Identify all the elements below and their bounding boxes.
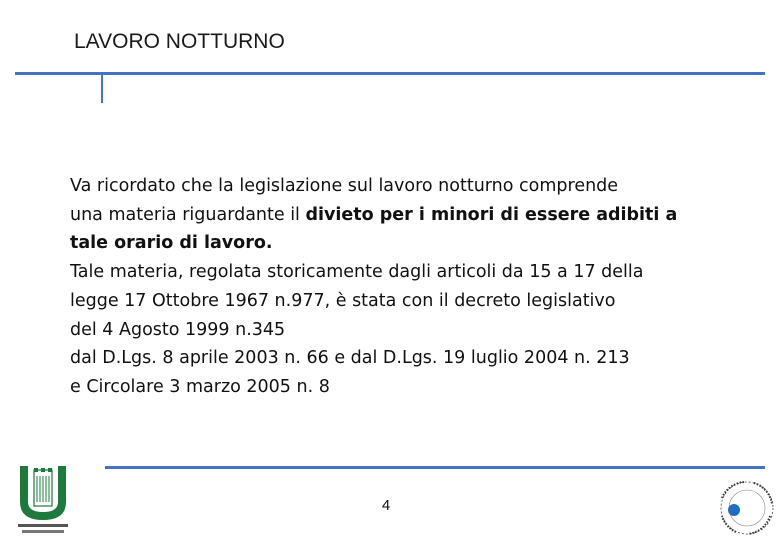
title-divider-tick (101, 75, 103, 103)
body-line-3-emphasis: tale orario di lavoro. (70, 233, 273, 254)
body-line-2-emphasis: divieto per i minori di essere adibiti a (305, 204, 678, 225)
footer-divider (105, 466, 765, 469)
body-line-8: e Circolare 3 marzo 2005 n. 8 (70, 376, 330, 397)
body-line-5: legge 17 Ottobre 1967 n.977, è stata con il decreto legislativo (70, 290, 616, 311)
title-divider (15, 72, 765, 75)
body-line-4: Tale materia, regolata storicamente dagli articoli da 15 a 17 della (70, 262, 644, 283)
page-number: 4 (381, 497, 391, 514)
body-line-2 (70, 201, 730, 230)
slide-title: LAVORO NOTTURNO (74, 30, 285, 53)
body-line-1: Va ricordato che la legislazione sul lavoro notturno comprende (70, 176, 619, 196)
body-line-6: del 4 Agosto 1999 n.345 (70, 319, 286, 340)
institute-seal-icon (714, 476, 778, 538)
body-paragraph (70, 172, 730, 402)
university-logo-icon (16, 462, 70, 538)
body-line-2-text: una materia riguardante il (70, 204, 306, 225)
body-line-7: dal D.Lgs. 8 aprile 2003 n. 66 e dal D.Lgs. 19 luglio 2004 n. 213 (70, 348, 630, 369)
